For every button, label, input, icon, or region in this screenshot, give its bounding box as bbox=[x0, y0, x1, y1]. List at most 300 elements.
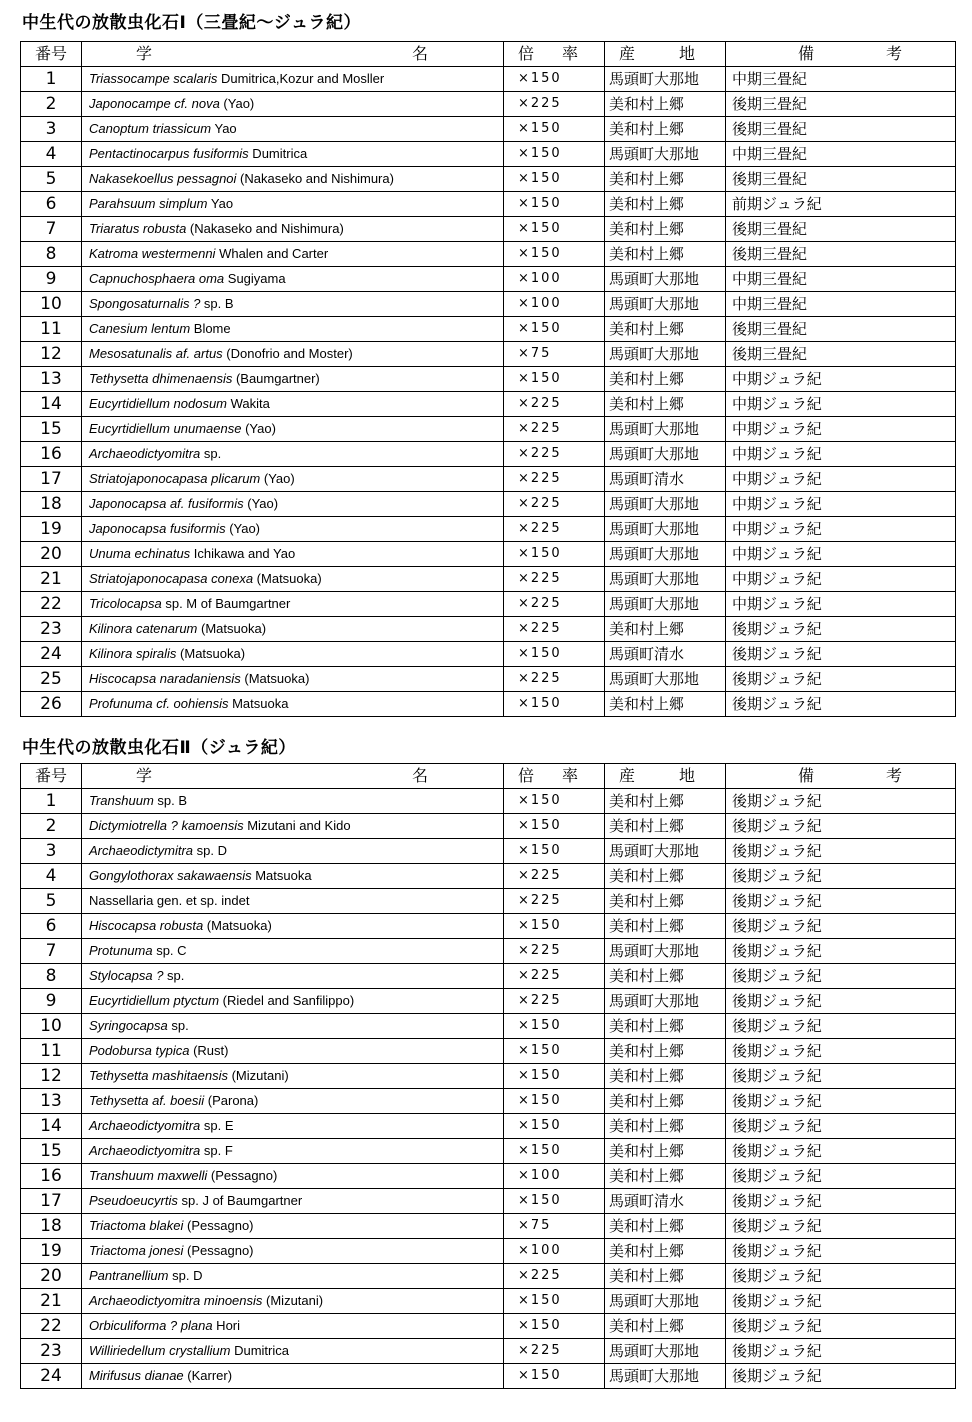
row-magnification: ×225 bbox=[504, 467, 605, 492]
row-remarks: 後期ジュラ紀 bbox=[726, 667, 956, 692]
header-scientific-name bbox=[82, 42, 504, 67]
row-scientific-name bbox=[82, 939, 504, 964]
radiolaria-table-1 bbox=[20, 41, 956, 717]
row-remarks: 後期ジュラ紀 bbox=[726, 989, 956, 1014]
row-number: 14 bbox=[21, 392, 82, 417]
species-author: sp. bbox=[163, 968, 185, 983]
row-magnification: ×225 bbox=[504, 989, 605, 1014]
row-locality: 美和村上郷 bbox=[605, 1264, 726, 1289]
row-magnification: ×150 bbox=[504, 217, 605, 242]
species-author: (Pessagno) bbox=[183, 1243, 254, 1258]
row-magnification: ×225 bbox=[504, 667, 605, 692]
table-row bbox=[21, 592, 956, 617]
table-row bbox=[21, 292, 956, 317]
header-name-char-1: 学 bbox=[136, 44, 153, 63]
table-row bbox=[21, 242, 956, 267]
row-number: 19 bbox=[21, 517, 82, 542]
species-name: Transhuum maxwelli bbox=[89, 1168, 208, 1183]
row-number: 18 bbox=[21, 1214, 82, 1239]
row-magnification: ×100 bbox=[504, 267, 605, 292]
species-name: Hiscocapsa robusta bbox=[89, 918, 204, 933]
species-name: Transhuum bbox=[89, 793, 154, 808]
row-locality: 美和村上郷 bbox=[605, 167, 726, 192]
row-magnification: ×225 bbox=[504, 442, 605, 467]
row-number: 12 bbox=[21, 342, 82, 367]
row-remarks: 後期三畳紀 bbox=[726, 92, 956, 117]
table-row bbox=[21, 939, 956, 964]
row-scientific-name bbox=[82, 692, 504, 717]
table-row bbox=[21, 467, 956, 492]
species-author: Dumitrica bbox=[248, 146, 308, 161]
species-name: Pseudoeucyrtis bbox=[89, 1193, 178, 1208]
header-row bbox=[21, 42, 956, 67]
species-author: Dumitrica bbox=[230, 1343, 289, 1358]
row-remarks: 後期ジュラ紀 bbox=[726, 864, 956, 889]
row-scientific-name bbox=[82, 367, 504, 392]
species-author: sp. M of Baumgartner bbox=[161, 596, 291, 611]
row-remarks: 中期ジュラ紀 bbox=[726, 567, 956, 592]
species-author: (Donofrio and Moster) bbox=[222, 346, 353, 361]
species-author: Matsuoka bbox=[251, 868, 312, 883]
species-name: Tricolocapsa bbox=[89, 596, 162, 611]
row-magnification: ×150 bbox=[504, 1314, 605, 1339]
header-loc-char-1: 産 bbox=[619, 44, 636, 63]
header-mag-char-1: 倍 bbox=[518, 44, 535, 63]
row-locality: 美和村上郷 bbox=[605, 392, 726, 417]
row-magnification: ×150 bbox=[504, 1039, 605, 1064]
row-magnification: ×225 bbox=[504, 889, 605, 914]
header-remarks bbox=[726, 764, 956, 789]
row-scientific-name bbox=[82, 1314, 504, 1339]
species-name: Tethysetta mashitaensis bbox=[89, 1068, 228, 1083]
table-row bbox=[21, 217, 956, 242]
species-name: Unuma echinatus bbox=[89, 546, 191, 561]
species-name: Kilinora catenarum bbox=[89, 621, 198, 636]
row-locality: 馬頭町大那地 bbox=[605, 67, 726, 92]
species-name: Orbiculiforma ? plana bbox=[89, 1318, 213, 1333]
row-remarks: 中期三畳紀 bbox=[726, 267, 956, 292]
row-remarks: 後期ジュラ紀 bbox=[726, 914, 956, 939]
row-scientific-name bbox=[82, 642, 504, 667]
row-remarks: 後期ジュラ紀 bbox=[726, 1164, 956, 1189]
row-scientific-name bbox=[82, 567, 504, 592]
species-author: Ichikawa and Yao bbox=[190, 546, 296, 561]
row-locality: 美和村上郷 bbox=[605, 1014, 726, 1039]
table-row bbox=[21, 342, 956, 367]
species-name: Eucyrtidiellum ptyctum bbox=[89, 993, 220, 1008]
row-scientific-name bbox=[82, 667, 504, 692]
row-remarks: 後期ジュラ紀 bbox=[726, 1239, 956, 1264]
row-magnification: ×150 bbox=[504, 814, 605, 839]
row-scientific-name bbox=[82, 789, 504, 814]
row-remarks: 後期ジュラ紀 bbox=[726, 692, 956, 717]
header-number: 番号 bbox=[21, 42, 82, 67]
table-row bbox=[21, 167, 956, 192]
row-scientific-name bbox=[82, 617, 504, 642]
row-number: 6 bbox=[21, 914, 82, 939]
table-row bbox=[21, 889, 956, 914]
species-author: sp. bbox=[200, 446, 222, 461]
row-remarks: 後期ジュラ紀 bbox=[726, 1339, 956, 1364]
row-locality: 美和村上郷 bbox=[605, 1214, 726, 1239]
species-name: Archaeodictymitra bbox=[89, 843, 194, 858]
row-remarks: 中期三畳紀 bbox=[726, 142, 956, 167]
row-magnification: ×150 bbox=[504, 1289, 605, 1314]
species-author: (Pessagno) bbox=[183, 1218, 254, 1233]
row-remarks: 中期ジュラ紀 bbox=[726, 517, 956, 542]
row-locality: 馬頭町大那地 bbox=[605, 1364, 726, 1389]
section1-title: 中生代の放散虫化石Ⅰ（三畳紀～ジュラ紀） bbox=[22, 13, 361, 33]
row-number: 21 bbox=[21, 567, 82, 592]
row-remarks: 後期ジュラ紀 bbox=[726, 1064, 956, 1089]
species-name: Capnuchosphaera oma bbox=[89, 271, 225, 286]
species-author: sp. B bbox=[200, 296, 234, 311]
row-locality: 馬頭町大那地 bbox=[605, 939, 726, 964]
row-scientific-name bbox=[82, 317, 504, 342]
row-scientific-name bbox=[82, 1114, 504, 1139]
table-row bbox=[21, 1114, 956, 1139]
row-number: 3 bbox=[21, 839, 82, 864]
row-remarks: 中期ジュラ紀 bbox=[726, 392, 956, 417]
species-author: sp. J of Baumgartner bbox=[177, 1193, 303, 1208]
table-row bbox=[21, 1064, 956, 1089]
row-locality: 美和村上郷 bbox=[605, 692, 726, 717]
table-row bbox=[21, 864, 956, 889]
table-row bbox=[21, 1314, 956, 1339]
species-author: (Mizutani) bbox=[262, 1293, 324, 1308]
row-number: 15 bbox=[21, 1139, 82, 1164]
row-number: 17 bbox=[21, 1189, 82, 1214]
row-locality: 美和村上郷 bbox=[605, 814, 726, 839]
table-row bbox=[21, 267, 956, 292]
row-locality: 馬頭町大那地 bbox=[605, 517, 726, 542]
species-author: (Yao) bbox=[219, 96, 255, 111]
row-locality: 馬頭町大那地 bbox=[605, 1289, 726, 1314]
row-scientific-name bbox=[82, 1189, 504, 1214]
row-remarks: 後期ジュラ紀 bbox=[726, 939, 956, 964]
row-magnification: ×150 bbox=[504, 1089, 605, 1114]
row-number: 15 bbox=[21, 417, 82, 442]
row-magnification: ×150 bbox=[504, 142, 605, 167]
row-magnification: ×225 bbox=[504, 417, 605, 442]
species-author: Matsuoka bbox=[228, 696, 289, 711]
header-magnification bbox=[504, 764, 605, 789]
header-note-char-2: 考 bbox=[886, 44, 903, 63]
row-locality: 美和村上郷 bbox=[605, 317, 726, 342]
row-locality: 美和村上郷 bbox=[605, 1314, 726, 1339]
row-remarks: 中期ジュラ紀 bbox=[726, 492, 956, 517]
species-name: Canoptum triassicum bbox=[89, 121, 212, 136]
table-row bbox=[21, 617, 956, 642]
header-loc-char-2: 地 bbox=[679, 44, 696, 63]
row-number: 1 bbox=[21, 67, 82, 92]
row-remarks: 後期ジュラ紀 bbox=[726, 889, 956, 914]
species-name: Archaeodictyomitra bbox=[89, 1118, 201, 1133]
row-magnification: ×225 bbox=[504, 567, 605, 592]
species-name: Katroma westermenni bbox=[89, 246, 216, 261]
species-author: sp. bbox=[167, 1018, 189, 1033]
row-scientific-name bbox=[82, 517, 504, 542]
row-number: 10 bbox=[21, 1014, 82, 1039]
header-name-char-2: 名 bbox=[412, 766, 429, 785]
table-row bbox=[21, 192, 956, 217]
species-author: Whalen and Carter bbox=[215, 246, 329, 261]
row-remarks: 前期ジュラ紀 bbox=[726, 192, 956, 217]
row-magnification: ×225 bbox=[504, 864, 605, 889]
row-locality: 美和村上郷 bbox=[605, 367, 726, 392]
row-remarks: 後期ジュラ紀 bbox=[726, 1014, 956, 1039]
species-name: Tethysetta af. boesii bbox=[89, 1093, 205, 1108]
row-remarks: 後期ジュラ紀 bbox=[726, 1039, 956, 1064]
row-magnification: ×150 bbox=[504, 789, 605, 814]
row-scientific-name bbox=[82, 814, 504, 839]
row-magnification: ×150 bbox=[504, 1364, 605, 1389]
row-scientific-name bbox=[82, 417, 504, 442]
table-row bbox=[21, 417, 956, 442]
row-locality: 美和村上郷 bbox=[605, 789, 726, 814]
row-locality: 馬頭町大那地 bbox=[605, 839, 726, 864]
row-locality: 馬頭町大那地 bbox=[605, 342, 726, 367]
row-scientific-name bbox=[82, 1039, 504, 1064]
row-locality: 美和村上郷 bbox=[605, 1239, 726, 1264]
row-number: 1 bbox=[21, 789, 82, 814]
table-row bbox=[21, 1039, 956, 1064]
row-locality: 美和村上郷 bbox=[605, 1114, 726, 1139]
species-author: (Yao) bbox=[225, 521, 261, 536]
species-name: Spongosaturnalis ? bbox=[89, 296, 201, 311]
row-remarks: 中期三畳紀 bbox=[726, 292, 956, 317]
species-author: (Rust) bbox=[189, 1043, 229, 1058]
row-locality: 馬頭町大那地 bbox=[605, 667, 726, 692]
row-number: 22 bbox=[21, 592, 82, 617]
row-scientific-name bbox=[82, 592, 504, 617]
row-remarks: 後期三畳紀 bbox=[726, 117, 956, 142]
row-magnification: ×150 bbox=[504, 367, 605, 392]
row-locality: 美和村上郷 bbox=[605, 242, 726, 267]
species-author: sp. C bbox=[152, 943, 187, 958]
row-number: 23 bbox=[21, 1339, 82, 1364]
row-scientific-name bbox=[82, 92, 504, 117]
row-remarks: 後期ジュラ紀 bbox=[726, 839, 956, 864]
header-loc-char-1: 産 bbox=[619, 766, 636, 785]
row-magnification: ×75 bbox=[504, 1214, 605, 1239]
species-name: Tethysetta dhimenaensis bbox=[89, 371, 233, 386]
row-scientific-name bbox=[82, 267, 504, 292]
species-author: (Matsuoka) bbox=[197, 621, 267, 636]
row-locality: 美和村上郷 bbox=[605, 217, 726, 242]
table-row bbox=[21, 839, 956, 864]
row-remarks: 後期ジュラ紀 bbox=[726, 1139, 956, 1164]
row-number: 7 bbox=[21, 217, 82, 242]
row-scientific-name bbox=[82, 442, 504, 467]
table-row bbox=[21, 1214, 956, 1239]
row-magnification: ×150 bbox=[504, 1189, 605, 1214]
row-scientific-name bbox=[82, 864, 504, 889]
row-scientific-name bbox=[82, 1239, 504, 1264]
species-name: Dictymiotrella ? kamoensis bbox=[89, 818, 244, 833]
species-author: (Matsuoka) bbox=[203, 918, 272, 933]
table-row bbox=[21, 1089, 956, 1114]
section2-title: 中生代の放散虫化石Ⅱ（ジュラ紀） bbox=[22, 738, 296, 758]
row-magnification: ×75 bbox=[504, 342, 605, 367]
row-number: 12 bbox=[21, 1064, 82, 1089]
row-magnification: ×225 bbox=[504, 517, 605, 542]
row-remarks: 後期ジュラ紀 bbox=[726, 1114, 956, 1139]
row-remarks: 後期ジュラ紀 bbox=[726, 1214, 956, 1239]
row-remarks: 中期ジュラ紀 bbox=[726, 442, 956, 467]
row-remarks: 後期ジュラ紀 bbox=[726, 964, 956, 989]
row-scientific-name bbox=[82, 1264, 504, 1289]
species-author: Yao bbox=[211, 121, 237, 136]
species-name: Parahsuum simplum bbox=[89, 196, 208, 211]
header-name-char-2: 名 bbox=[412, 44, 429, 63]
row-number: 3 bbox=[21, 117, 82, 142]
species-name: Williriedellum crystallium bbox=[89, 1343, 231, 1358]
table-row bbox=[21, 692, 956, 717]
row-number: 11 bbox=[21, 317, 82, 342]
table-row bbox=[21, 642, 956, 667]
species-author: sp. D bbox=[168, 1268, 203, 1283]
table-row bbox=[21, 517, 956, 542]
row-remarks: 中期ジュラ紀 bbox=[726, 367, 956, 392]
row-scientific-name bbox=[82, 492, 504, 517]
row-scientific-name bbox=[82, 142, 504, 167]
table-row bbox=[21, 117, 956, 142]
row-number: 8 bbox=[21, 964, 82, 989]
row-remarks: 中期ジュラ紀 bbox=[726, 542, 956, 567]
header-note-char-1: 備 bbox=[798, 766, 815, 785]
species-name: Gongylothorax sakawaensis bbox=[89, 868, 252, 883]
row-number: 23 bbox=[21, 617, 82, 642]
species-author: sp. F bbox=[200, 1143, 233, 1158]
row-magnification: ×150 bbox=[504, 317, 605, 342]
row-locality: 馬頭町大那地 bbox=[605, 267, 726, 292]
row-number: 26 bbox=[21, 692, 82, 717]
row-remarks: 中期ジュラ紀 bbox=[726, 467, 956, 492]
row-locality: 美和村上郷 bbox=[605, 889, 726, 914]
row-remarks: 後期ジュラ紀 bbox=[726, 1364, 956, 1389]
species-name: Syringocapsa bbox=[89, 1018, 168, 1033]
row-scientific-name bbox=[82, 1364, 504, 1389]
row-remarks: 後期ジュラ紀 bbox=[726, 1314, 956, 1339]
row-magnification: ×225 bbox=[504, 1264, 605, 1289]
header-mag-char-2: 率 bbox=[562, 766, 579, 785]
table-row bbox=[21, 667, 956, 692]
row-magnification: ×150 bbox=[504, 692, 605, 717]
row-locality: 美和村上郷 bbox=[605, 117, 726, 142]
header-note-char-2: 考 bbox=[886, 766, 903, 785]
row-scientific-name bbox=[82, 914, 504, 939]
row-scientific-name bbox=[82, 167, 504, 192]
row-scientific-name bbox=[82, 1064, 504, 1089]
row-magnification: ×150 bbox=[504, 1014, 605, 1039]
table-row bbox=[21, 142, 956, 167]
header-locality bbox=[605, 42, 726, 67]
row-number: 7 bbox=[21, 939, 82, 964]
row-magnification: ×150 bbox=[504, 1114, 605, 1139]
row-scientific-name bbox=[82, 192, 504, 217]
species-author: (Matsuoka) bbox=[253, 571, 322, 586]
species-name: Profunuma cf. oohiensis bbox=[89, 696, 229, 711]
row-magnification: ×225 bbox=[504, 392, 605, 417]
species-author: sp. D bbox=[193, 843, 228, 858]
species-author: (Yao) bbox=[241, 421, 276, 436]
table-row bbox=[21, 1239, 956, 1264]
species-name: Pentactinocarpus fusiformis bbox=[89, 146, 249, 161]
species-name: Archaeodictyomitra minoensis bbox=[89, 1293, 263, 1308]
row-number: 9 bbox=[21, 989, 82, 1014]
row-locality: 美和村上郷 bbox=[605, 617, 726, 642]
species-name: Mirifusus dianae bbox=[89, 1368, 184, 1383]
row-scientific-name bbox=[82, 217, 504, 242]
row-magnification: ×225 bbox=[504, 92, 605, 117]
row-number: 24 bbox=[21, 642, 82, 667]
species-name: Stylocapsa ? bbox=[89, 968, 164, 983]
table-row bbox=[21, 492, 956, 517]
species-name: Japonocapsa fusiformis bbox=[89, 521, 226, 536]
header-loc-char-2: 地 bbox=[679, 766, 696, 785]
row-remarks: 中期ジュラ紀 bbox=[726, 592, 956, 617]
row-magnification: ×150 bbox=[504, 1064, 605, 1089]
row-locality: 馬頭町大那地 bbox=[605, 1339, 726, 1364]
species-name: Canesium lentum bbox=[89, 321, 191, 336]
table-row bbox=[21, 92, 956, 117]
species-name: Protunuma bbox=[89, 943, 153, 958]
header-scientific-name bbox=[82, 764, 504, 789]
row-magnification: ×100 bbox=[504, 1164, 605, 1189]
species-author: (Baumgartner) bbox=[232, 371, 320, 386]
row-number: 14 bbox=[21, 1114, 82, 1139]
header-magnification bbox=[504, 42, 605, 67]
row-magnification: ×225 bbox=[504, 939, 605, 964]
table-row bbox=[21, 442, 956, 467]
row-magnification: ×225 bbox=[504, 964, 605, 989]
species-name: Eucyrtidiellum nodosum bbox=[89, 396, 228, 411]
row-locality: 馬頭町大那地 bbox=[605, 492, 726, 517]
row-number: 20 bbox=[21, 542, 82, 567]
row-remarks: 後期ジュラ紀 bbox=[726, 1264, 956, 1289]
row-number: 11 bbox=[21, 1039, 82, 1064]
row-magnification: ×150 bbox=[504, 542, 605, 567]
table-row bbox=[21, 789, 956, 814]
row-scientific-name bbox=[82, 839, 504, 864]
species-name: Podobursa typica bbox=[89, 1043, 190, 1058]
row-magnification: ×150 bbox=[504, 1139, 605, 1164]
row-remarks: 後期三畳紀 bbox=[726, 342, 956, 367]
row-number: 5 bbox=[21, 167, 82, 192]
row-magnification: ×100 bbox=[504, 1239, 605, 1264]
row-number: 18 bbox=[21, 492, 82, 517]
row-number: 8 bbox=[21, 242, 82, 267]
table-row bbox=[21, 67, 956, 92]
table-row bbox=[21, 1189, 956, 1214]
species-name: Nakasekoellus pessagnoi bbox=[89, 171, 237, 186]
table-row bbox=[21, 1014, 956, 1039]
row-magnification: ×225 bbox=[504, 1339, 605, 1364]
row-remarks: 後期ジュラ紀 bbox=[726, 814, 956, 839]
radiolaria-table-2 bbox=[20, 763, 956, 1389]
row-remarks: 後期ジュラ紀 bbox=[726, 1289, 956, 1314]
species-author: Sugiyama bbox=[224, 271, 286, 286]
species-name: Japonocampe cf. nova bbox=[89, 96, 220, 111]
row-scientific-name bbox=[82, 1339, 504, 1364]
species-name: Striatojaponocapasa plicarum bbox=[89, 471, 261, 486]
row-number: 9 bbox=[21, 267, 82, 292]
table-row bbox=[21, 567, 956, 592]
species-author: Dumitrica,Kozur and Mosller bbox=[217, 71, 385, 86]
row-locality: 馬頭町清水 bbox=[605, 642, 726, 667]
row-magnification: ×150 bbox=[504, 242, 605, 267]
